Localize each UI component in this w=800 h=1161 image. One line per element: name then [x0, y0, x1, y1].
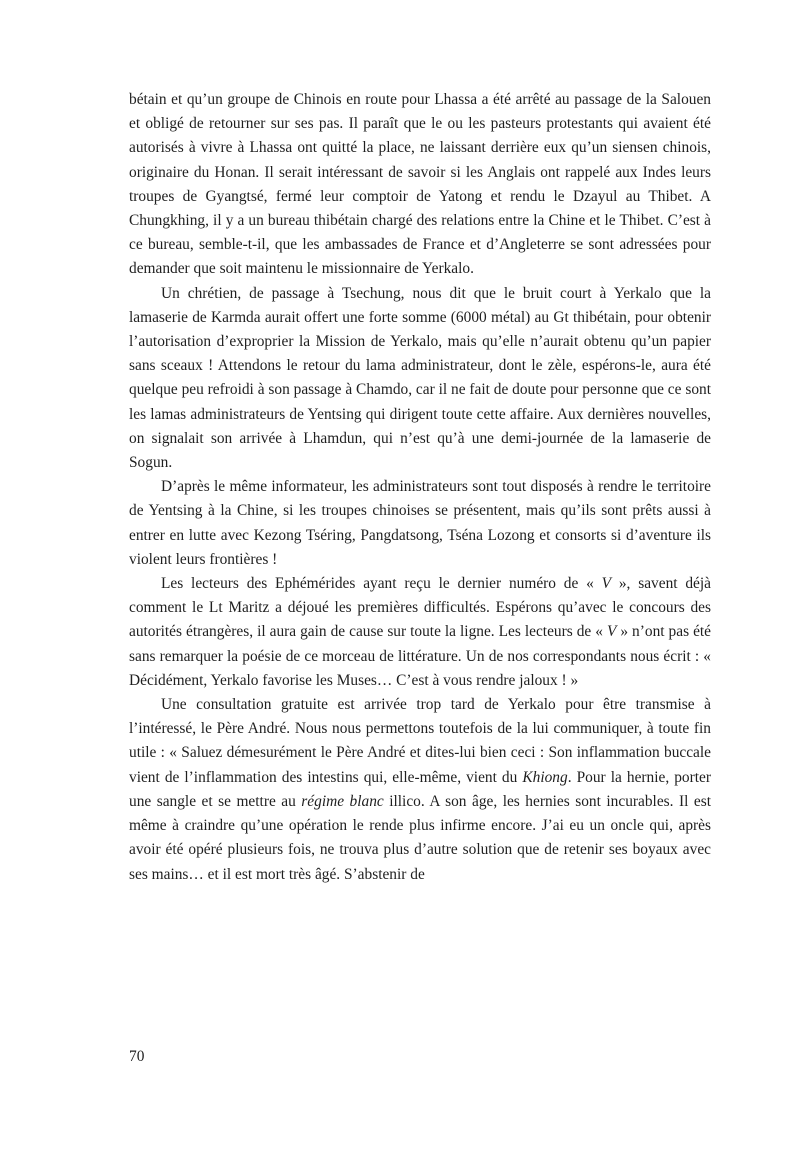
- paragraph-5-italic-regime-blanc: régime blanc: [301, 792, 384, 810]
- paragraph-4-italic-v-1: V: [601, 575, 612, 593]
- paragraph-5-text-middle: . Pour la hernie, porter une sangle et se mettre au: [129, 768, 711, 810]
- paragraph-1: bétain et qu’un groupe de Chinois en route pour Lhassa a été arrêté au passage de la Salouen et obligé de retourner sur ses pas. Il paraît que le ou les pasteurs protestants qui avaient été autorisés à vivre à Lhassa ont quitté la place, ne laissant derrière eux qu’un siensen chinois, originaire du Honan. Il serait intéressant de savoir si les Anglais ont rappelé aux Indes leurs troupes de Gyangtsé, fermé leur comptoir de Yatong et rendu le Dzayul au Thibet. A Chungkhing, il y a un bureau thibétain chargé des relations entre la Chine et le Thibet. C’est à ce bureau, semble-t-il, que les ambassades de France et d’Angleterre se sont adressées pour demander que soit maintenu le missionnaire de Yerkalo.: [129, 91, 711, 278]
- paragraph-5-text-before: Une consultation gratuite est arrivée trop tard de Yerkalo pour être transmise à l’intéressé, le Père André. Nous nous permettons toutefois de la lui communiquer, à toute fin utile : « Saluez démesurément le Père André et dites-lui bien ceci : Son inflammation buccale vient de l’inflammation des intestins qui, elle-même, vient du: [129, 696, 711, 786]
- paragraph-4-italic-v-2: V: [606, 623, 617, 641]
- paragraph-4: [129, 572, 711, 693]
- paragraph-5-italic-khiong: Khiong: [522, 768, 568, 786]
- paragraph-4-text-before: Les lecteurs des Ephémérides ayant reçu le dernier numéro de «: [161, 575, 602, 593]
- paragraph-5: [129, 693, 711, 887]
- paragraph-2: Un chrétien, de passage à Tsechung, nous dit que le bruit court à Yerkalo que la lamaserie de Karmda aurait offert une forte somme (6000 métal) au Gt thibétain, pour obtenir l’autorisation d’exproprier la Mission de Yerkalo, mais qu’elle n’aurait obtenu qu’un papier sans sceaux ! Attendons le retour du lama administrateur, dont le zèle, espérons-le, aura été quelque peu refroidi à son passage à Chamdo, car il ne fait de doute pour personne que ce sont les lamas administrateurs de Yentsing qui dirigent toute cette affaire. Aux dernières nouvelles, on signalait son arrivée à Lhamdun, qui n’est qu’à une demi-journée de la lamaserie de Sogun.: [129, 284, 711, 472]
- body-text: [129, 88, 711, 887]
- paragraph-4-text-after: » n’ont pas été sans remarquer la poésie de ce morceau de littérature. Un de nos correspondants nous écrit : « Décidément, Yerkalo favorise les Muses… C’est à vous rendre jaloux ! »: [129, 623, 712, 689]
- paragraph-3: D’après le même informateur, les administrateurs sont tout disposés à rendre le territoire de Yentsing à la Chine, si les troupes chinoises se présentent, mais qu’ils sont prêts aussi à entrer en lutte avec Kezong Tséring, Pangdatsong, Tséna Lozong et consorts si d’aventure ils violent leurs frontières !: [129, 478, 711, 568]
- paragraph-5-text-after: illico. A son âge, les hernies sont incurables. Il est même à craindre qu’une opération le rende plus infirme encore. J’ai eu un oncle qui, après avoir été opéré plusieurs fois, ne trouva plus d’autre solution que de retenir ses boyaux avec ses mains… et il est mort très âgé. S’abstenir de: [129, 792, 711, 883]
- paragraph-4-text-middle: », savent déjà comment le Lt Maritz a déjoué les premières difficultés. Espérons qu’avec le concours des autorités étrangères, il aura gain de cause sur toute la ligne. Les lecteurs de «: [129, 575, 711, 641]
- page-number: 70: [129, 1048, 145, 1065]
